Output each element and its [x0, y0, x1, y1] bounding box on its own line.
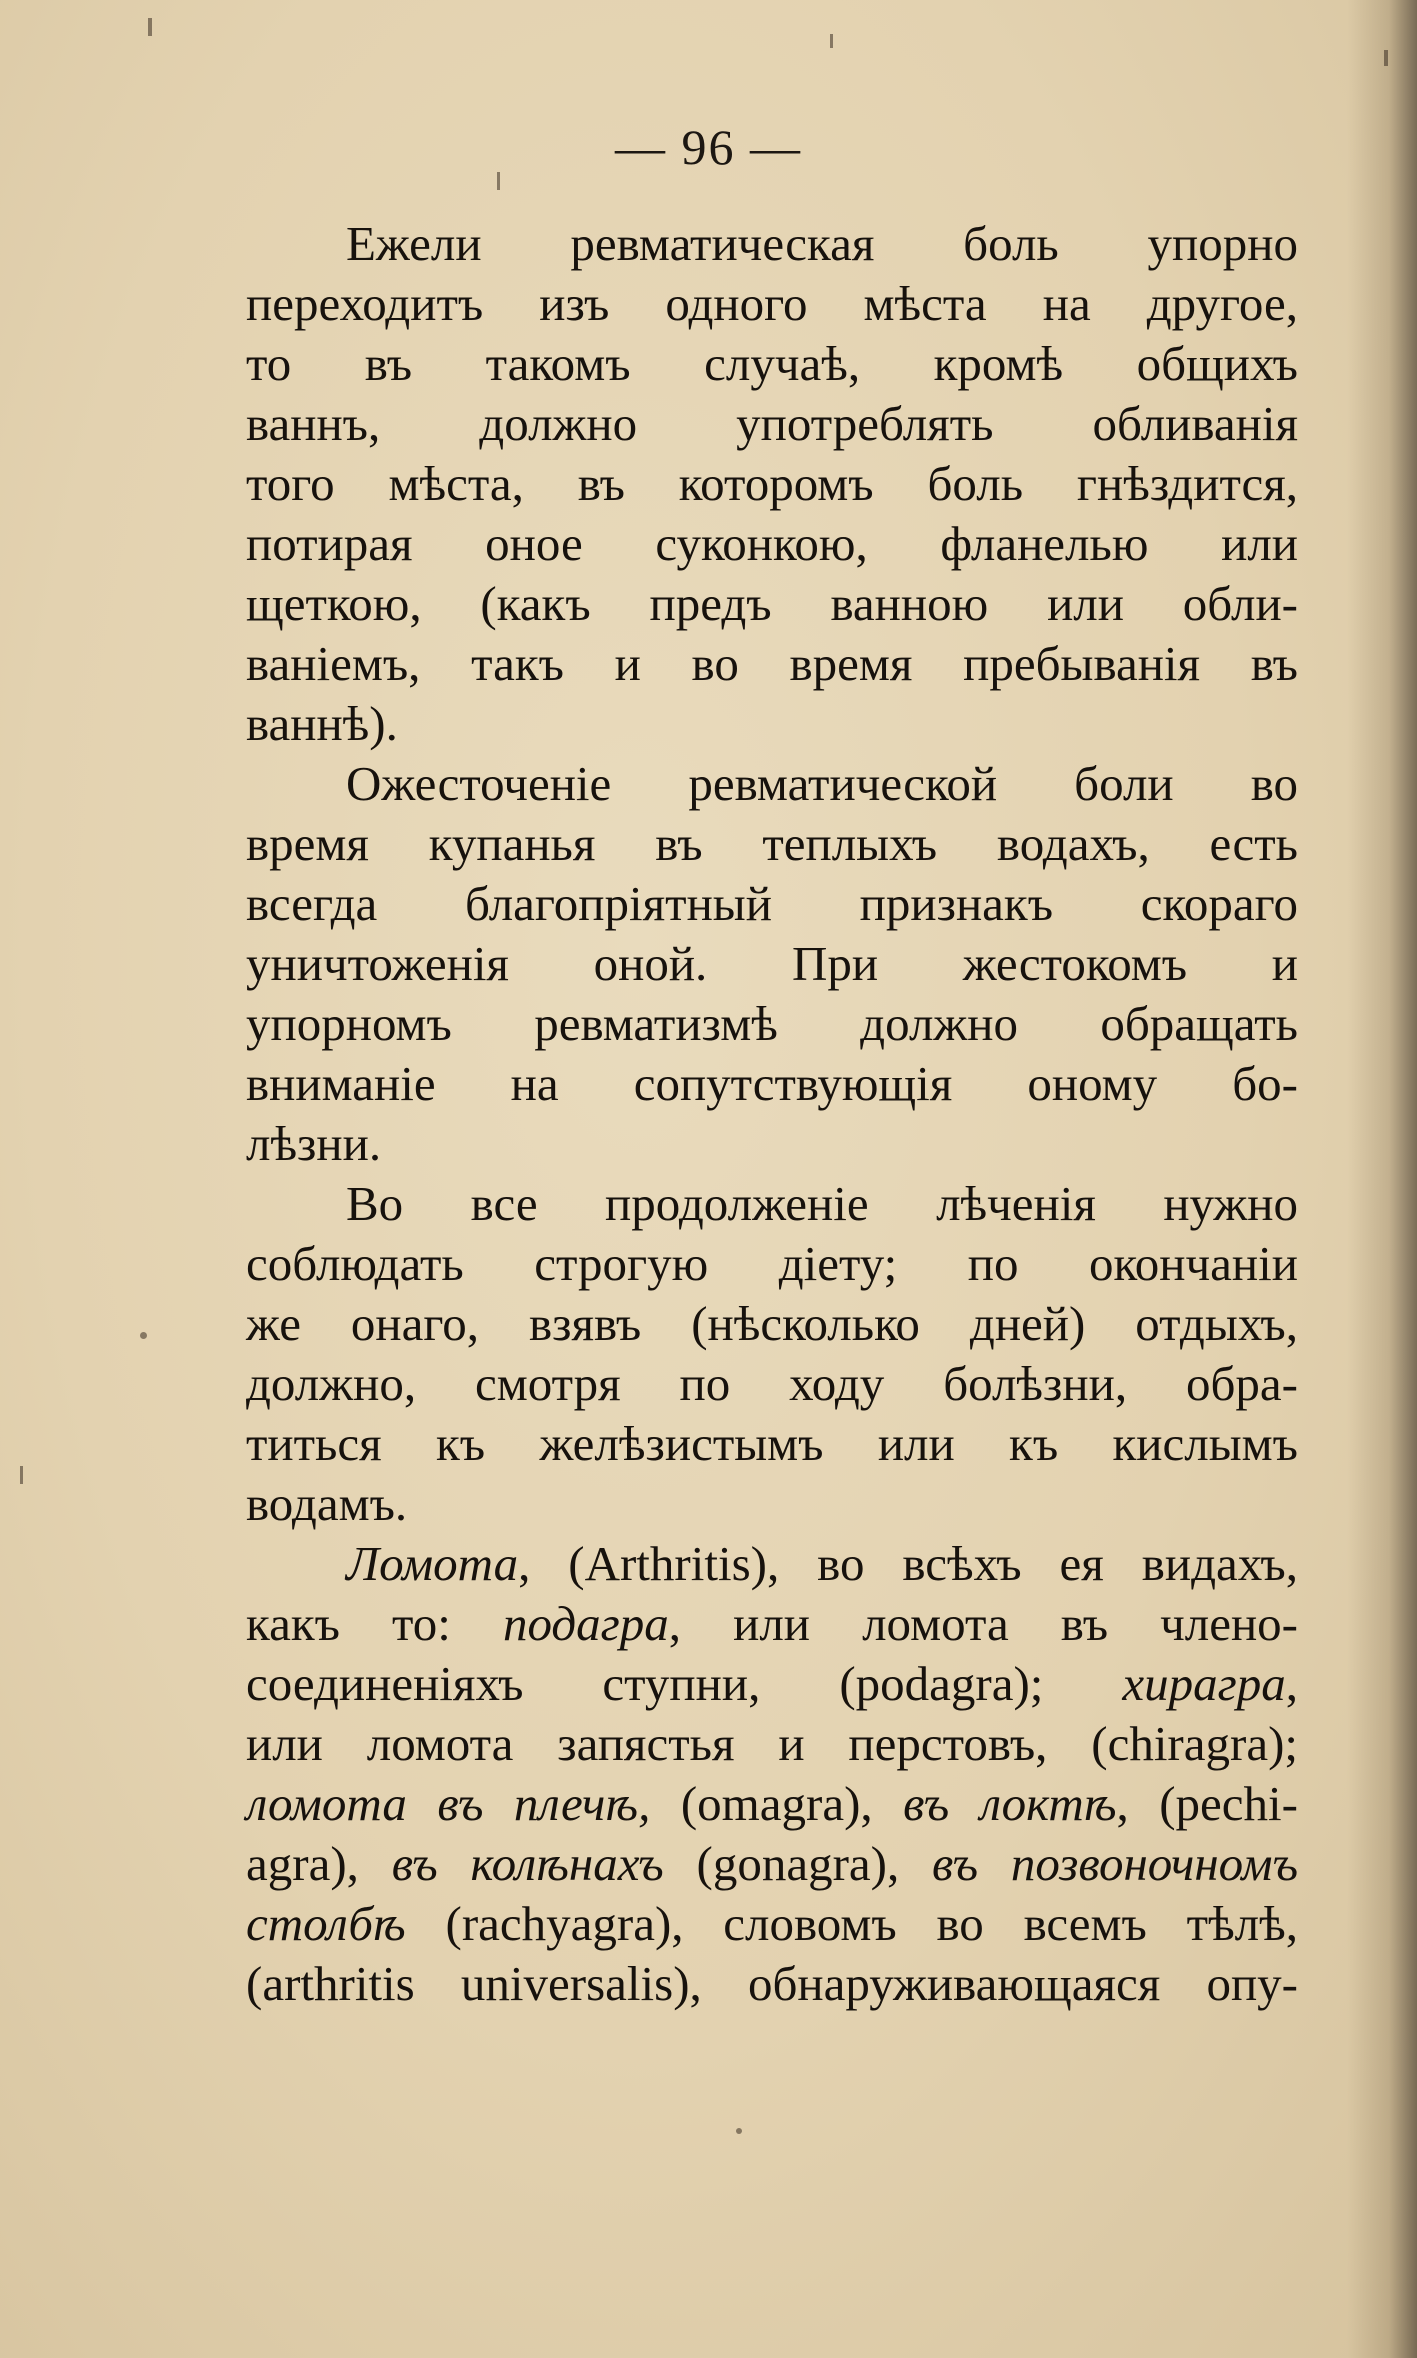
- text-line: [246, 1594, 1298, 1654]
- text-run: agra),: [246, 1836, 392, 1891]
- text-line: водамъ.: [246, 1476, 408, 1531]
- text-line: Ежели ревматическая боль упорно: [346, 216, 1298, 271]
- paragraph-4: [246, 1534, 1298, 2014]
- speck: [830, 34, 833, 48]
- italic-term: столбѣ: [246, 1896, 406, 1951]
- italic-term: хирагра: [1122, 1656, 1286, 1711]
- text-line: [246, 1894, 1298, 1954]
- speck: [20, 1466, 23, 1484]
- body-text: [246, 214, 1298, 2014]
- text-line: [246, 1774, 1298, 1834]
- italic-term: въ локтѣ: [903, 1776, 1117, 1831]
- text-line: вниманіе на сопутствующія оному бо-: [246, 1056, 1298, 1111]
- text-line: того мѣста, въ которомъ боль гнѣздится,: [246, 456, 1298, 511]
- text-run: , (pechi-: [1116, 1776, 1298, 1831]
- text-line: [246, 1954, 1298, 2014]
- text-run: , (Arthritis), во всѣхъ ея видахъ,: [518, 1536, 1298, 1591]
- text-line: ваннѣ).: [246, 696, 398, 751]
- text-run: (omagra),: [650, 1776, 904, 1831]
- text-line: [246, 1714, 1298, 1774]
- text-line: лѣзни.: [246, 1116, 382, 1171]
- italic-term: подагра: [503, 1596, 669, 1651]
- text-line: то въ такомъ случаѣ, кромѣ общихъ: [246, 336, 1298, 391]
- text-line: потирая оное суконкою, фланелью или: [246, 516, 1298, 571]
- text-line: [246, 1534, 1298, 1594]
- text-line: ваннъ, должно употреблять обливанія: [246, 396, 1298, 451]
- text-run: соединеніяхъ ступни, (podagra);: [246, 1656, 1123, 1711]
- text-line: [246, 1654, 1298, 1714]
- text-line: время купанья въ теплыхъ водахъ, есть: [246, 816, 1298, 871]
- speck: [140, 1332, 147, 1339]
- text-run: или ломота запястья и перстовъ, (chiragra);: [246, 1716, 1298, 1771]
- page-number-header: — 96 —: [615, 119, 802, 175]
- speck: [1384, 50, 1388, 66]
- text-run: (gonagra),: [663, 1836, 932, 1891]
- text-run: (arthritis universalis), обнаруживающаяся опу-: [246, 1956, 1298, 2011]
- text-run: (rachyagra), словомъ во всемъ тѣлѣ,: [405, 1896, 1298, 1951]
- text-run: ,: [1285, 1656, 1298, 1711]
- text-line: ваніемъ, такъ и во время пребыванія въ: [246, 636, 1298, 691]
- italic-term: ломота въ плечѣ,: [246, 1776, 651, 1831]
- text-line: [246, 1834, 1298, 1894]
- italic-term: Ломота: [346, 1536, 519, 1591]
- text-line: переходитъ изъ одного мѣста на другое,: [246, 276, 1298, 331]
- text-line: должно, смотря по ходу болѣзни, обра-: [246, 1356, 1298, 1411]
- text-line: же онаго, взявъ (нѣсколько дней) отдыхъ,: [246, 1296, 1298, 1351]
- text-run: какъ то:: [246, 1596, 503, 1651]
- speck: [148, 18, 152, 36]
- text-line: Ожесточеніе ревматической боли во: [346, 756, 1298, 811]
- text-line: упорномъ ревматизмѣ должно обращать: [246, 996, 1298, 1051]
- text-run: , или ломота въ члено-: [668, 1596, 1298, 1651]
- page-edge-shadow: [1347, 0, 1417, 2358]
- paragraph-2: [246, 754, 1298, 1174]
- paragraph-3: [246, 1174, 1298, 1534]
- paragraph-1: [246, 214, 1298, 754]
- text-line: Во все продолженіе лѣченія нужно: [346, 1176, 1298, 1231]
- speck: [736, 2128, 742, 2134]
- text-line: всегда благопріятный признакъ скораго: [246, 876, 1298, 931]
- italic-term: въ колѣнахъ: [391, 1836, 664, 1891]
- text-line: титься къ желѣзистымъ или къ кислымъ: [246, 1416, 1298, 1471]
- text-line: уничтоженія оной. При жестокомъ и: [246, 936, 1298, 991]
- text-line: соблюдать строгую діету; по окончаніи: [246, 1236, 1298, 1291]
- text-line: щеткою, (какъ предъ ванною или обли-: [246, 576, 1298, 631]
- italic-term: въ позвоночномъ: [932, 1836, 1299, 1891]
